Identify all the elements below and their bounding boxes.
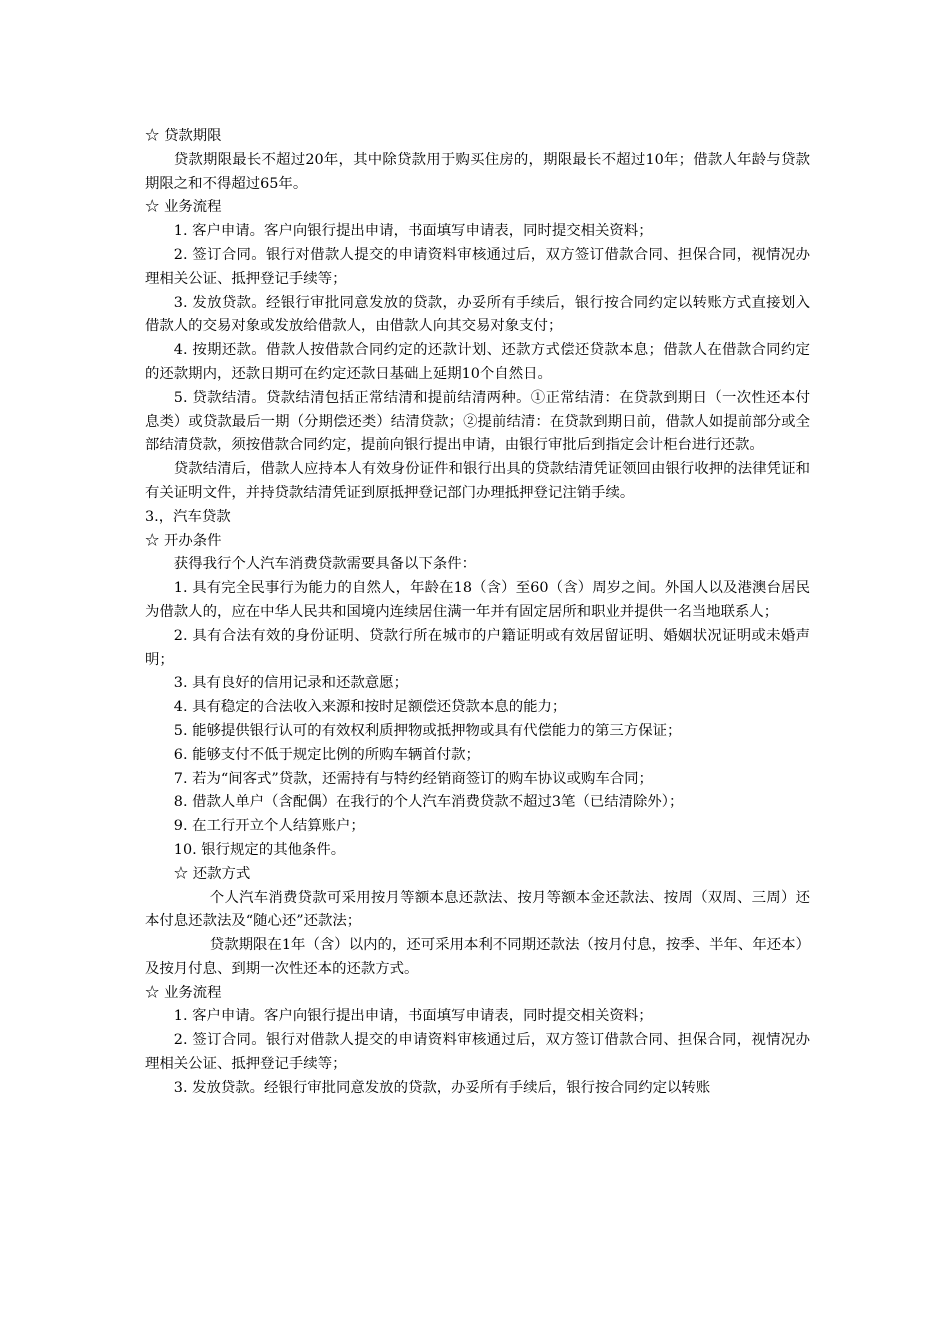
process-step: 5. 贷款结清。贷款结清包括正常结清和提前结清两种。①正常结清：在贷款到期日（一次性还本付息类）或贷款最后一期（分期偿还类）结清贷款；②提前结清：在贷款到期日前，借款人如提前部分或全部结清贷款，须按借款合同约定，提前向银行提出申请，由银行审批后到指定会计柜台进行还款。 <box>145 389 810 454</box>
condition-item: 5. 能够提供银行认可的有效权利质押物或抵押物或具有代偿能力的第三方保证； <box>173 722 682 739</box>
repayment-body: 个人汽车消费贷款可采用按月等额本息还款法、按月等额本金还款法、按周（双周、三周）还本付息还款法及“随心还”还款法； <box>145 889 810 930</box>
process-step: 2. 签订合同。银行对借款人提交的申请资料审核通过后，双方签订借款合同、担保合同，视情况办理相关公证、抵押登记手续等； <box>145 1032 810 1073</box>
condition-item: 8. 借款人单户（含配偶）在我行的个人汽车消费贷款不超过3笔（已结清除外）； <box>173 794 684 811</box>
conditions-heading: ☆ 开办条件 <box>145 532 222 549</box>
repayment-heading: ☆ 还款方式 <box>173 865 251 882</box>
process-step: 4. 按期还款。借款人按借款合同约定的还款计划、还款方式偿还贷款本息；借款人在借款合同约定的还款期内，还款日期可在约定还款日基础上延期10个自然日。 <box>145 342 810 382</box>
condition-item: 2. 具有合法有效的身份证明、贷款行所在城市的户籍证明或有效居留证明、婚姻状况证明或未婚声明； <box>145 627 810 668</box>
term-heading: ☆ 贷款期限 <box>145 128 222 144</box>
process2-heading: ☆ 业务流程 <box>145 984 222 1001</box>
condition-item: 1. 具有完全民事行为能力的自然人，年龄在18（含）至60（含）周岁之间。外国人以及港澳台居民为借款人的，应在中华人民共和国境内连续居住满一年并有固定居所和职业并提供一名当地联系人； <box>145 580 810 620</box>
repayment-body: 贷款期限在1年（含）以内的，还可采用本利不同期还款法（按月付息，按季、半年、年还本）及按月付息、到期一次性还本的还款方式。 <box>145 937 810 977</box>
condition-item: 7. 若为“间客式”贷款，还需持有与特约经销商签订的购车协议或购车合同； <box>173 770 653 787</box>
document-page <box>145 125 810 1101</box>
condition-item: 3. 具有良好的信用记录和还款意愿； <box>173 675 408 692</box>
car-loan-title: 3.，汽车贷款 <box>145 508 231 525</box>
condition-item: 10. 银行规定的其他条件。 <box>173 841 346 858</box>
process-heading: ☆ 业务流程 <box>145 199 222 216</box>
process-step: 1. 客户申请。客户向银行提出申请，书面填写申请表，同时提交相关资料； <box>173 223 653 240</box>
process-step: 3. 发放贷款。经银行审批同意发放的贷款，办妥所有手续后，银行按合同约定以转账 <box>173 1079 711 1096</box>
process-step: 3. 发放贷款。经银行审批同意发放的贷款，办妥所有手续后，银行按合同约定以转账方式直接划入借款人的交易对象或发放给借款人，由借款人向其交易对象支付； <box>145 294 810 335</box>
process-step: 贷款结清后，借款人应持本人有效身份证件和银行出具的贷款结清凭证领回由银行收押的法律凭证和有关证明文件，并持贷款结清凭证到原抵押登记部门办理抵押登记注销手续。 <box>145 461 810 501</box>
process-step: 2. 签订合同。银行对借款人提交的申请资料审核通过后，双方签订借款合同、担保合同，视情况办理相关公证、抵押登记手续等； <box>145 246 810 287</box>
term-body: 贷款期限最长不超过20年，其中除贷款用于购买住房的，期限最长不超过10年；借款人年龄与贷款期限之和不得超过65年。 <box>145 151 810 192</box>
process-step: 1. 客户申请。客户向银行提出申请，书面填写申请表，同时提交相关资料； <box>173 1008 653 1025</box>
condition-item: 6. 能够支付不低于规定比例的所购车辆首付款； <box>173 746 480 763</box>
condition-item: 4. 具有稳定的合法收入来源和按时足额偿还贷款本息的能力； <box>173 699 567 716</box>
conditions-intro: 获得我行个人汽车消费贷款需要具备以下条件： <box>173 556 477 573</box>
condition-item: 9. 在工行开立个人结算账户； <box>173 818 365 835</box>
